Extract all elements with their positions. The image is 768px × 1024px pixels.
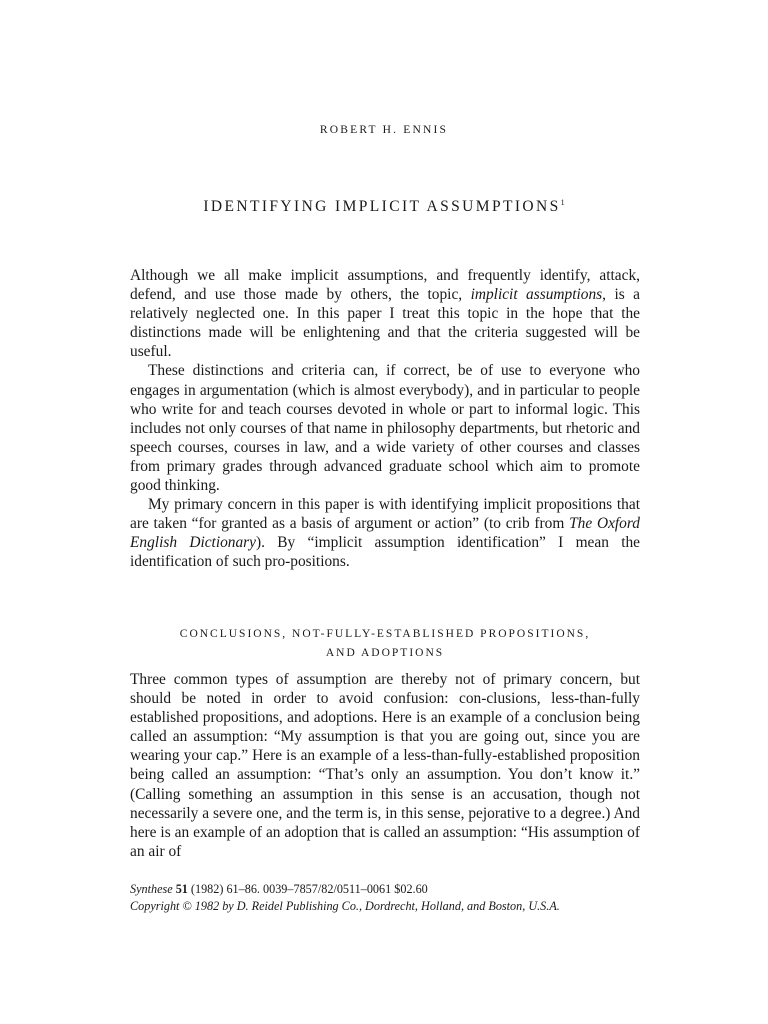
page-footer [130, 881, 650, 914]
title-footnote-marker: 1 [560, 198, 565, 207]
journal-volume: 51 [175, 882, 188, 896]
section-paragraph-1: Three common types of assumption are thereby not of primary concern, but should be noted in order to avoid confusion: con-clusions, less-than-fully established propositions, and adoptions. Here is an example of a conclusion being called an assumption: “My assumption is that you are going out, since you are wearing your cap.” Here is an example of a less-than-fully-established proposition being called an assumption: “That’s only an assumption. You don’t know it.” (Calling something an assumption in this sense is an accusation, though not necessarily a severe one, and the term is, in this sense, pejorative to a degree.) And here is an example of an adoption that is called an assumption: “His assumption of an air of [130, 671, 640, 860]
intro-paragraph-3: My primary concern in this paper is with identifying implicit propositions that are taken “for granted as a basis of argument or action” (to crib from The Oxford English Dictionary). By “implicit assumption identification” I mean the identification of such pro-positions. [130, 496, 640, 571]
author-name: ROBERT H. ENNIS [319, 124, 449, 136]
emphasis-dictionary-title: The Oxford English Dictionary [130, 515, 640, 552]
article-title [0, 198, 768, 216]
section-heading-line-2: AND ADOPTIONS [325, 647, 445, 659]
article-title-text: IDENTIFYING IMPLICIT ASSUMPTIONS [203, 198, 561, 215]
citation-line [130, 881, 650, 898]
copyright-line: Copyright © 1982 by D. Reidel Publishing Co., Dordrecht, Holland, and Boston, U.S.A. [130, 898, 560, 913]
intro-text [130, 266, 640, 572]
intro-paragraph-2: These distinctions and criteria can, if correct, be of use to everyone who engages in argumentation (which is almost everybody), and in particular to people who write for and teach courses devoted in whole or part to informal logic. This includes not only courses of that name in philosophy departments, but rhetoric and speech courses, courses in law, and a wide variety of other courses and classes from primary grades through advanced graduate school which aim to promote good thinking. [130, 362, 640, 495]
section-heading-line-1: CONCLUSIONS, NOT-FULLY-ESTABLISHED PROPOSITIONS, [179, 628, 591, 640]
intro-paragraph-1: Although we all make implicit assumptions, and frequently identify, attack, defend, and use those made by others, the topic, implicit assumptions, is a relatively neglected one. In this paper I treat this topic in the hope that the distinctions made will be enlightening and that the criteria suggested will be useful. [130, 267, 641, 361]
section-text [130, 670, 640, 861]
citation-details: (1982) 61–86. 0039–7857/82/0511–0061 $02.60 [187, 882, 428, 896]
journal-name: Synthese [130, 882, 173, 896]
emphasis-implicit-assumptions: implicit assumptions [470, 286, 603, 304]
section-heading [130, 625, 640, 663]
